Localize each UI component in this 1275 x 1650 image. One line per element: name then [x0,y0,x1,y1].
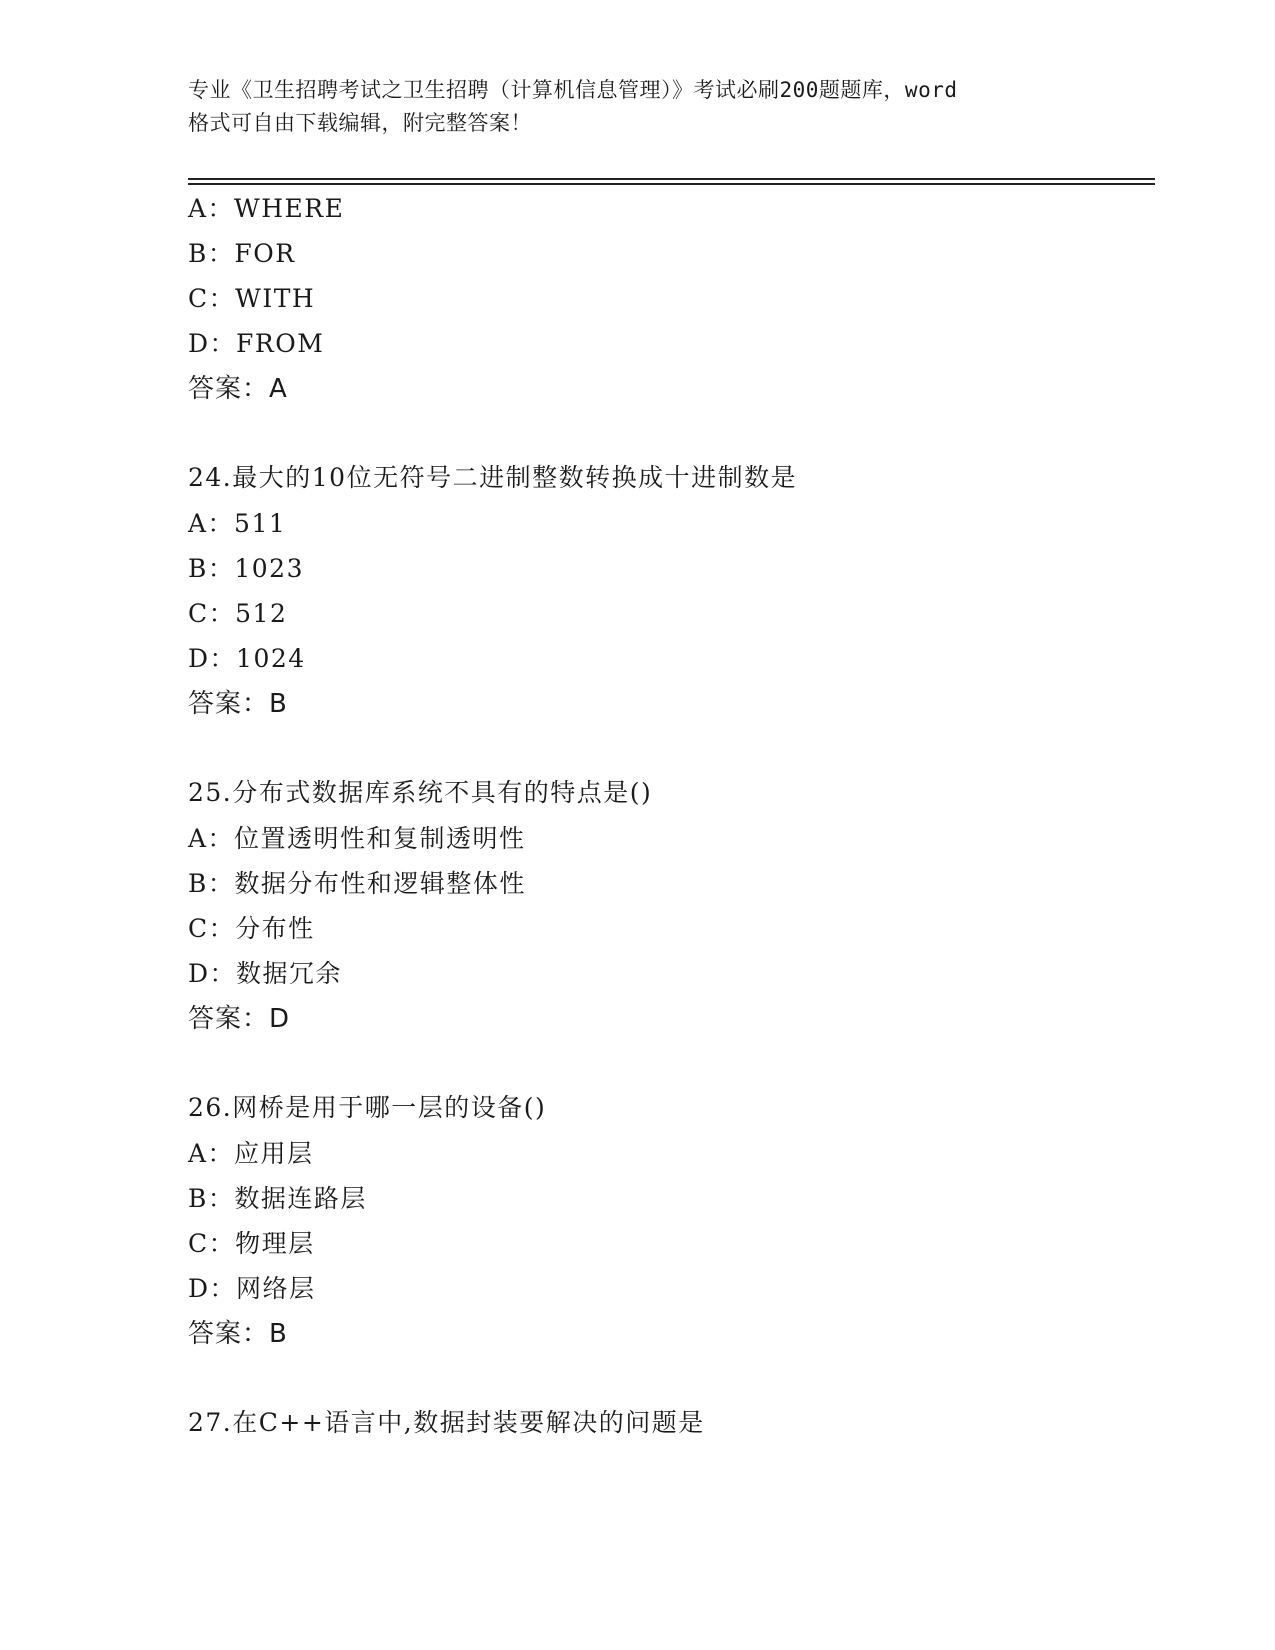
q26-option-c: C：物理层 [188,1229,315,1258]
q25-option-d: D：数据冗余 [188,959,343,988]
q26-question: 26.网桥是用于哪一层的设备() [188,1093,547,1122]
q25-option-c: C：分布性 [188,914,315,943]
q26-answer: 答案：B [188,1319,288,1349]
q24-option-c: C：512 [188,599,288,628]
q23-answer: 答案：A [188,374,288,404]
q24-option-b: B：1023 [188,554,304,583]
header-line-2: 格式可自由下载编辑，附完整答案！ [188,111,532,135]
q25-question: 25.分布式数据库系统不具有的特点是() [188,778,653,807]
document-header [188,74,1088,140]
q23-option-c: C：WITH [188,284,316,313]
q26-option-b: B：数据连路层 [188,1184,367,1213]
q24-option-d: D：1024 [188,644,306,673]
q23-option-d: D：FROM [188,329,325,358]
q27-question: 27.在C++语言中,数据封装要解决的问题是 [188,1408,705,1437]
header-divider-top [188,178,1155,180]
q25-answer: 答案：D [188,1004,291,1034]
q24-question: 24.最大的10位无符号二进制整数转换成十进制数是 [188,463,798,492]
q23-option-a: A：WHERE [188,194,345,223]
q24-option-a: A：511 [188,509,287,538]
header-line-1: 专业《卫生招聘考试之卫生招聘（计算机信息管理）》考试必刷200题题库，word [188,78,958,102]
q23-option-b: B：FOR [188,239,296,268]
q25-option-a: A：位置透明性和复制透明性 [188,824,526,853]
q24-answer: 答案：B [188,689,288,719]
q26-option-a: A：应用层 [188,1139,314,1168]
q26-option-d: D：网络层 [188,1274,316,1303]
q25-option-b: B：数据分布性和逻辑整体性 [188,869,526,898]
header-divider-bottom [188,183,1155,185]
